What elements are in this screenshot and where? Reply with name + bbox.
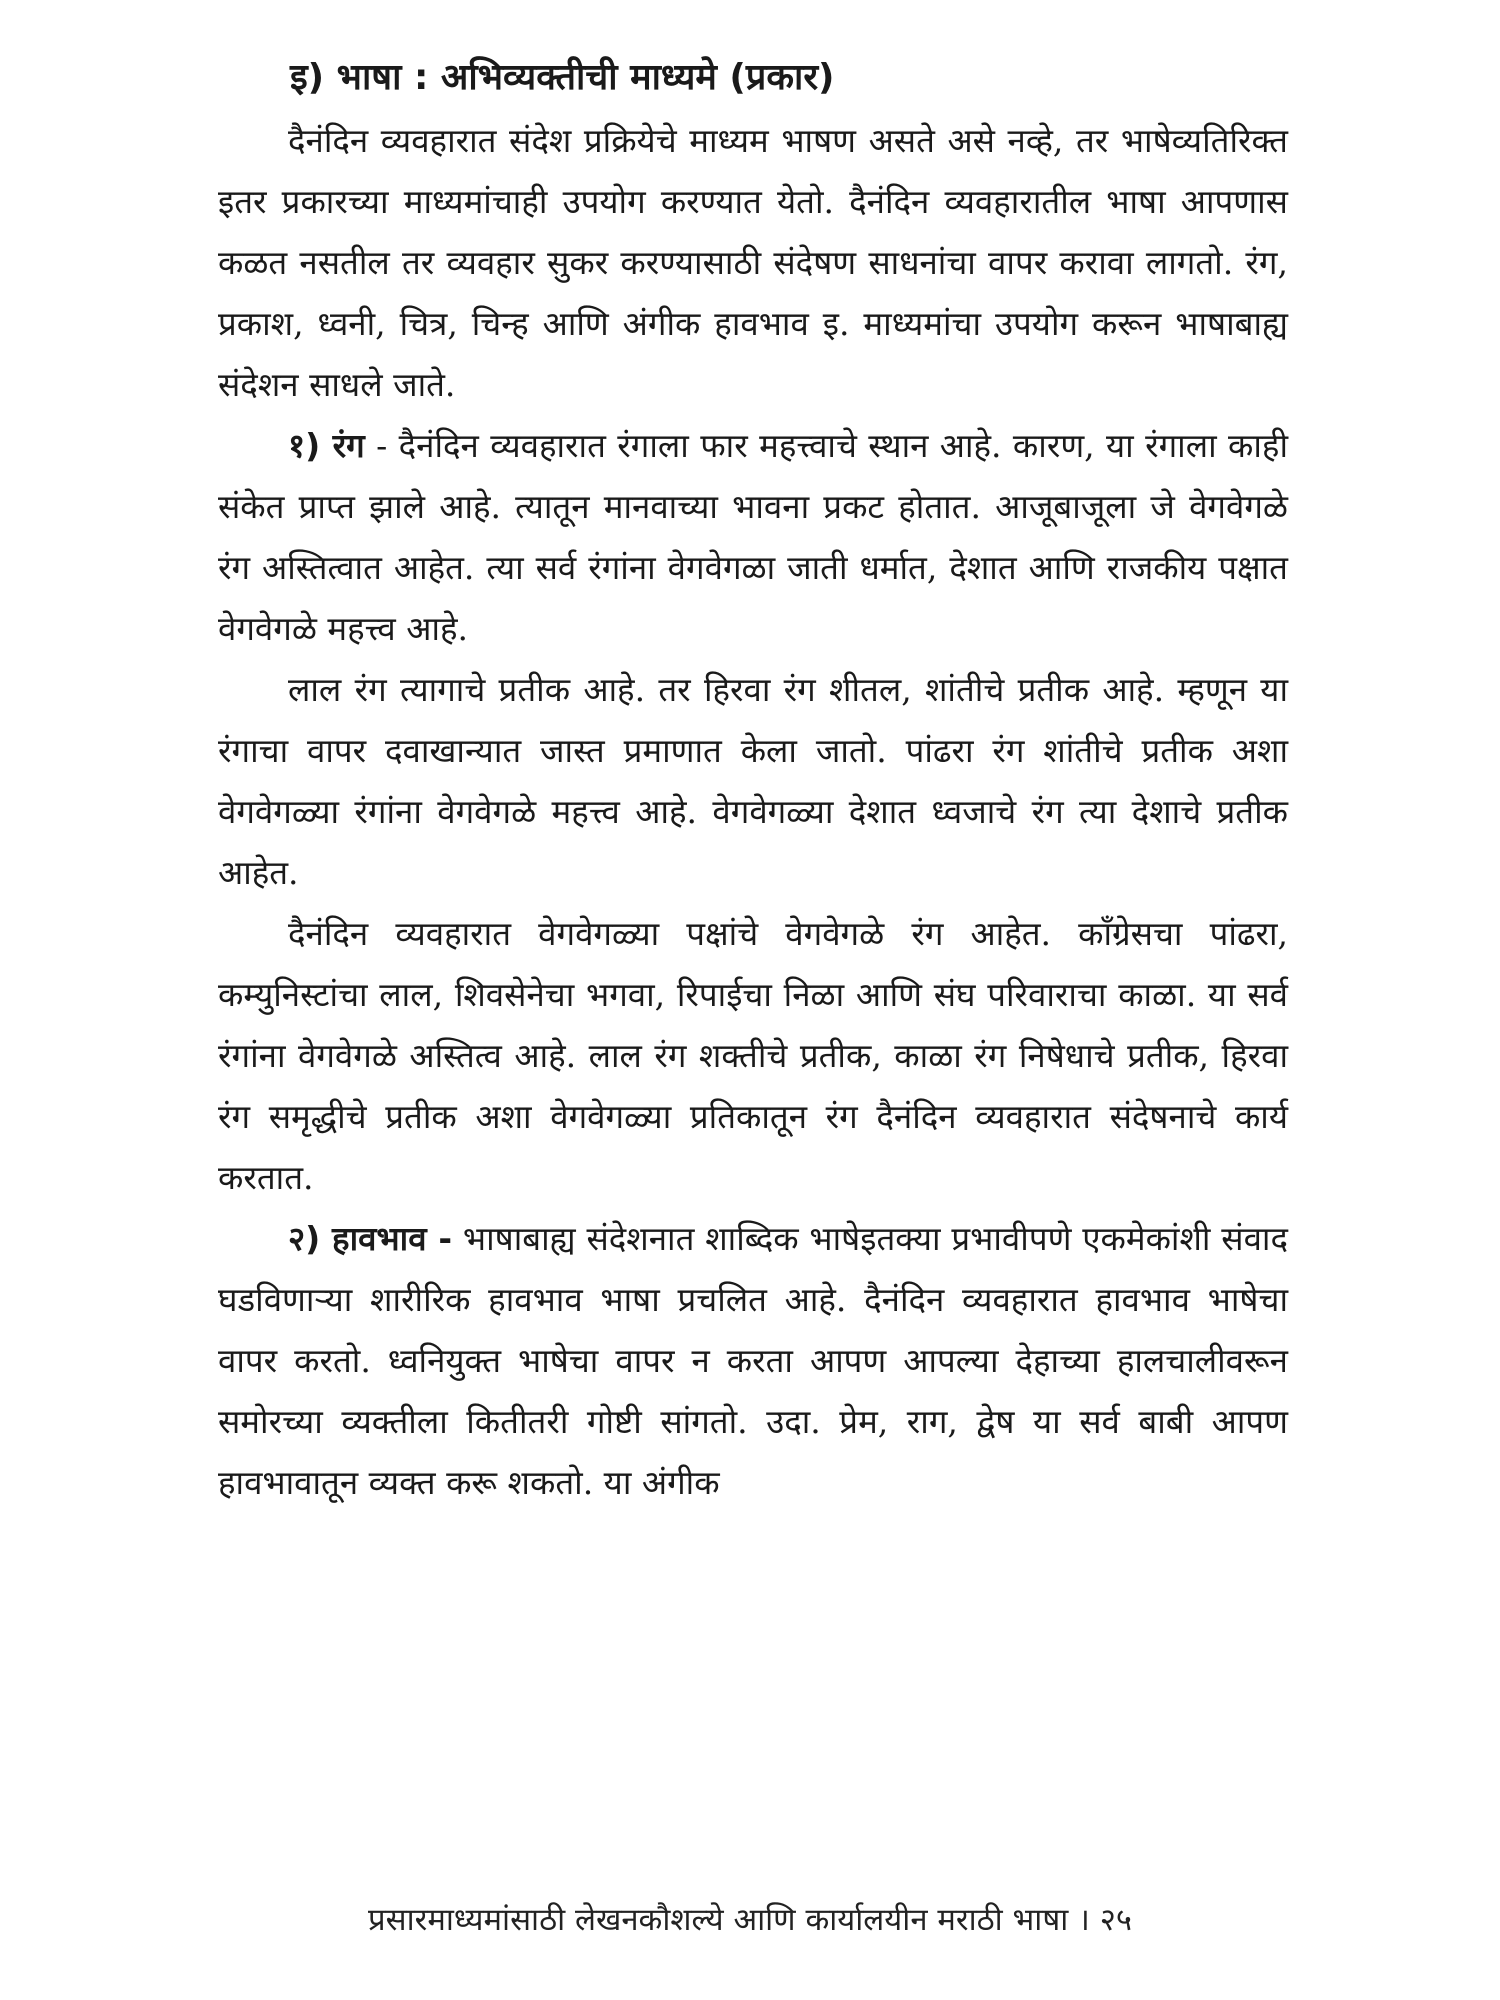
paragraph-party-colours [218, 903, 1288, 1208]
paragraph-text: दैनंदिन व्यवहारात संदेश प्रक्रियेचे माध्यम भाषण असते असे नव्हे, तर भाषेव्यतिरिक्त इतर प्रकारच्या माध्यमांचाही उपयोग करण्यात येतो. दैनंदिन व्यवहारातील भाषा आपणास कळत नसतील तर व्यवहार सुकर करण्यासाठी संदेषण साधनांचा वापर करावा लागतो. रंग, प्रकाश, ध्वनी, चित्र, चिन्ह आणि अंगीक हावभाव इ. माध्यमांचा उपयोग करून भाषाबाह्य संदेशन साधले जाते. [218, 121, 1288, 404]
page-body [218, 48, 1288, 1513]
paragraph-colour [218, 415, 1288, 659]
paragraph-text: लाल रंग त्यागाचे प्रतीक आहे. तर हिरवा रंग शीतल, शांतीचे प्रतीक आहे. म्हणून या रंगाचा वापर दवाखान्यात जास्त प्रमाणात केला जातो. पांढरा रंग शांतीचे प्रतीक अशा वेगवेगळ्या रंगांना वेगवेगळे महत्त्व आहे. वेगवेगळ्या देशात ध्वजाचे रंग त्या देशाचे प्रतीक आहेत. [218, 670, 1288, 892]
section-heading: इ) भाषा : अभिव्यक्तीची माध्यमे (प्रकार) [290, 57, 835, 98]
paragraph-intro [218, 110, 1288, 415]
paragraph-lead: १) रंग [288, 426, 365, 465]
paragraph-lead: २) हावभाव - [288, 1219, 453, 1258]
paragraph-colour-symbols [218, 659, 1288, 903]
page-footer: प्रसारमाध्यमांसाठी लेखनकौशल्ये आणि कार्यालयीन मराठी भाषा । २५ [368, 1902, 1132, 1938]
paragraph-text: भाषाबाह्य संदेशनात शाब्दिक भाषेइतक्या प्रभावीपणे एकमेकांशी संवाद घडविणाऱ्या शारीरिक हावभाव भाषा प्रचलित आहे. दैनंदिन व्यवहारात हावभाव भाषेचा वापर करतो. ध्वनियुक्त भाषेचा वापर न करता आपण आपल्या देहाच्या हालचालीवरून समोरच्या व्यक्तीला कितीतरी गोष्टी सांगतो. उदा. प्रेम, राग, द्वेष या सर्व बाबी आपण हावभावातून व्यक्त करू शकतो. या अंगीक [218, 1219, 1288, 1502]
paragraph-text: दैनंदिन व्यवहारात वेगवेगळ्या पक्षांचे वेगवेगळे रंग आहेत. काँग्रेसचा पांढरा, कम्युनिस्टांचा लाल, शिवसेनेचा भगवा, रिपाईचा निळा आणि संघ परिवाराचा काळा. या सर्व रंगांना वेगवेगळे अस्तित्व आहे. लाल रंग शक्तीचे प्रतीक, काळा रंग निषेधाचे प्रतीक, हिरवा रंग समृद्धीचे प्रतीक अशा वेगवेगळ्या प्रतिकातून रंग दैनंदिन व्यवहारात संदेषनाचे कार्य करतात. [218, 914, 1288, 1197]
paragraph-gestures [218, 1208, 1288, 1513]
paragraph-text: - दैनंदिन व्यवहारात रंगाला फार महत्त्वाचे स्थान आहे. कारण, या रंगाला काही संकेत प्राप्त झाले आहे. त्यातून मानवाच्या भावना प्रकट होतात. आजूबाजूला जे वेगवेगळे रंग अस्तित्वात आहेत. त्या सर्व रंगांना वेगवेगळा जाती धर्मात, देशात आणि राजकीय पक्षात वेगवेगळे महत्त्व आहे. [218, 426, 1288, 648]
